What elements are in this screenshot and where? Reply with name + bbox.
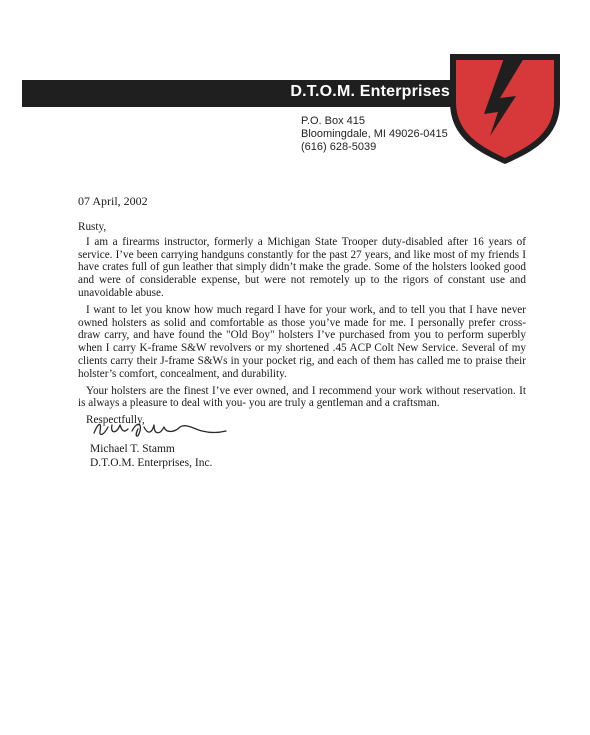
- signer-company: D.T.O.M. Enterprises, Inc.: [90, 456, 213, 469]
- handwritten-signature: [90, 413, 230, 445]
- signer-block: [90, 443, 212, 470]
- body-paragraph: I am a firearms instructor, formerly a Michigan State Trooper duty-disabled after 16 years of service. I’ve been carrying handguns constantly for the past 27 years, and like most of my friends I have crates full of gun leather that simply didn’t make the grade. Some of the holsters looked good and were of considerable expense, but were not remotely up to the rigors of constant use and unavoidable abuse.: [78, 235, 526, 299]
- signer-name: Michael T. Stamm: [90, 443, 175, 455]
- letter-body: [78, 221, 526, 427]
- signature-stroke: [94, 424, 226, 436]
- body-paragraph: Your holsters are the finest I’ve ever owned, and I recommend your work without reservation. It is always a pleasure to deal with you- you are truly a gentleman and a craftsman.: [78, 384, 526, 410]
- closing: Respectfully,: [86, 414, 145, 427]
- lightning-shield-icon: [440, 40, 570, 170]
- letterhead-banner: [22, 80, 470, 107]
- salutation: Rusty,: [78, 221, 107, 233]
- phone-number: (616) 628-5039: [301, 141, 377, 153]
- company-name: D.T.O.M. Enterprises: [290, 83, 450, 100]
- address-line: P.O. Box 415: [301, 115, 366, 127]
- letter-date: 07 April, 2002: [78, 194, 148, 208]
- body-paragraph: I want to let you know how much regard I have for your work, and to tell you that I have never owned holsters as solid and comfortable as those you’ve made for me. I personally prefer cross-draw carry, and have found the "Old Boy" holsters I’ve purchased from you to perform superbly when I carry K-frame S&W revolvers or my shortened .45 ACP Colt New Service. Several of my clients carry their J-frame S&Ws in your pocket rig, and each of them has called me to praise their holster’s comfort, concealment, and durability.: [78, 303, 526, 380]
- address-line: Bloomingdale, MI 49026-0415: [301, 128, 448, 140]
- company-address: [301, 115, 448, 154]
